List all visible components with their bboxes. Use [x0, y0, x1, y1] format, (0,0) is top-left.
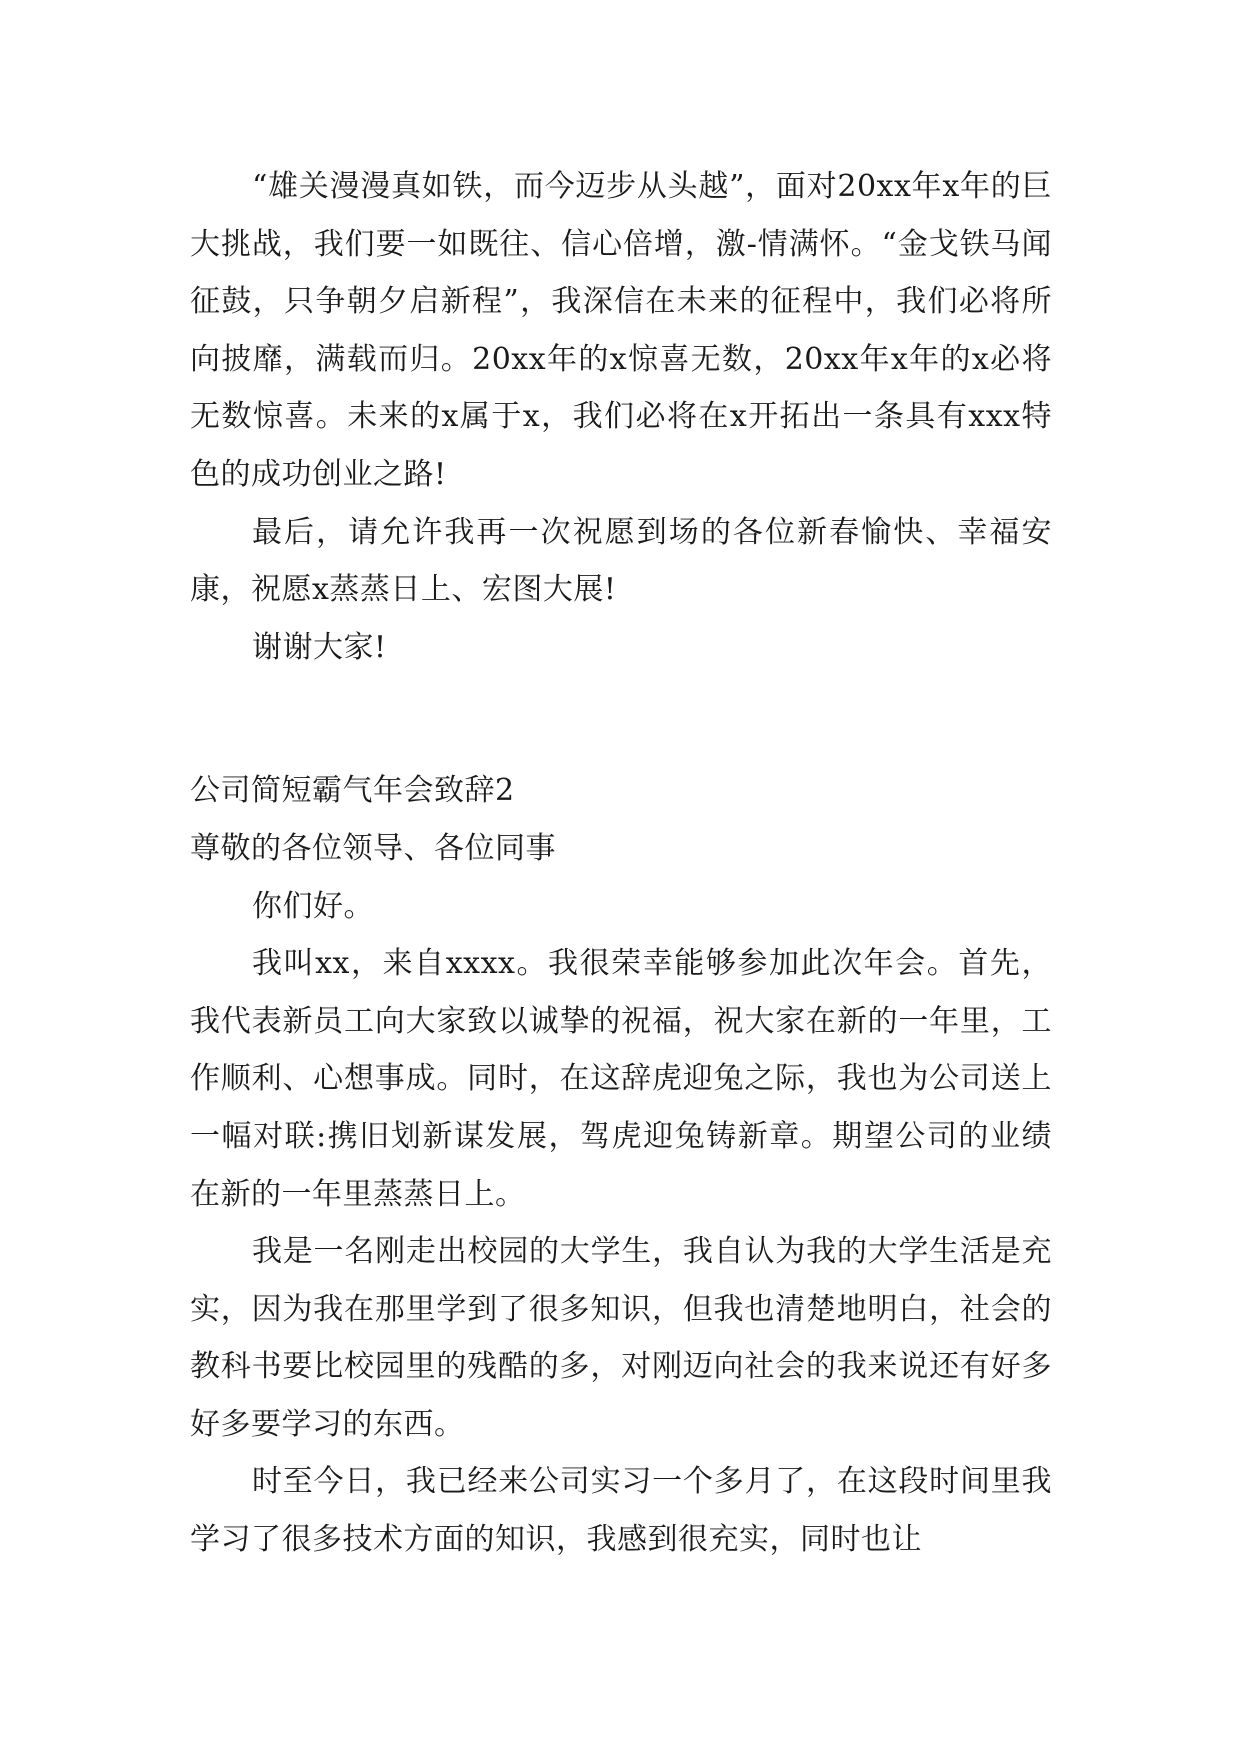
paragraph-closing-vision: “雄关漫漫真如铁，而今迈步从头越”，面对20xx年x年的巨大挑战，我们要一如既往、信心倍增，激-情满怀。“金戈铁马闻征鼓，只争朝夕启新程”，我深信在未来的征程中，我们必将所向披靡，满载而归。20xx年的x惊喜无数，20xx年x年的x必将无数惊喜。未来的x属于x，我们必将在x开拓出一条具有xxx特色的成功创业之路!: [190, 169, 1052, 492]
paragraph-internship: 时至今日，我已经来公司实习一个多月了，在这段时间里我学习了很多技术方面的知识，我感到很充实，同时也让: [190, 1464, 1052, 1558]
paragraph-thanks: 谢谢大家!: [252, 629, 387, 665]
paragraph-closing-wishes: 最后，请允许我再一次祝愿到场的各位新春愉快、幸福安康，祝愿x蒸蒸日上、宏图大展!: [190, 514, 1052, 608]
paragraph-introduction: 我叫xx，来自xxxx。我很荣幸能够参加此次年会。首先，我代表新员工向大家致以诚挚的祝福，祝大家在新的一年里，工作顺利、心想事成。同时，在这辞虎迎兔之际，我也为公司送上一幅对联:携旧划新谋发展，驾虎迎兔铸新章。期望公司的业绩在新的一年里蒸蒸日上。: [190, 946, 1052, 1212]
salutation: 尊敬的各位领导、各位同事: [190, 830, 556, 866]
paragraph-student-background: 我是一名刚走出校园的大学生，我自认为我的大学生活是充实，因为我在那里学到了很多知识，但我也清楚地明白，社会的教科书要比校园里的残酷的多，对刚迈向社会的我来说还有好多好多要学习的东西。: [190, 1234, 1052, 1442]
section-title: 公司简短霸气年会致辞2: [190, 773, 515, 809]
section-spacer: [190, 676, 1052, 762]
document-body: [190, 158, 1052, 1569]
paragraph-greeting: 你们好。: [252, 888, 374, 924]
